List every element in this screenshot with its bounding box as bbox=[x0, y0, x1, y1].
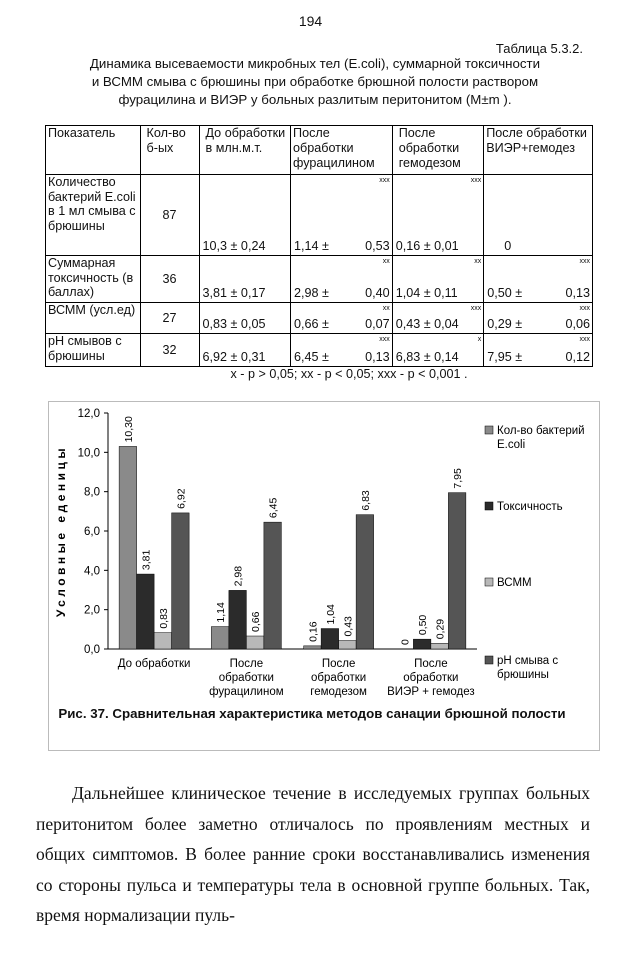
legend-label: ВСММ bbox=[497, 577, 532, 589]
value-cell: x 6,83 ± 0,14 bbox=[392, 334, 484, 367]
bar bbox=[339, 641, 357, 649]
bar bbox=[211, 627, 229, 649]
x-tick-label: обработки bbox=[311, 672, 367, 684]
x-tick-label: фурацилином bbox=[209, 686, 284, 698]
legend-swatch bbox=[485, 426, 493, 434]
data-label: 0,66 bbox=[250, 611, 263, 633]
data-label: 10,30 bbox=[122, 416, 135, 443]
y-tick-label: 10,0 bbox=[77, 447, 100, 460]
bar bbox=[321, 629, 339, 649]
value-cell: 3,81 ± 0,17 bbox=[199, 256, 291, 303]
header-vier: После обработки ВИЭР+гемодез bbox=[484, 126, 593, 175]
significance-footnote: x - p > 0,05; xx - p < 0,05; xxx - p < 0,001 . bbox=[230, 367, 468, 381]
page-number: 194 bbox=[298, 13, 323, 29]
data-label: 0,43 bbox=[342, 616, 355, 637]
table-row bbox=[46, 256, 593, 303]
legend-label: брюшины bbox=[497, 669, 549, 681]
bar bbox=[304, 646, 322, 649]
table-row bbox=[46, 303, 593, 334]
header-furacilin: После обработки фурацилином bbox=[291, 126, 393, 175]
x-tick-label: После bbox=[414, 658, 448, 670]
bar bbox=[172, 513, 190, 649]
data-label: 7,95 bbox=[452, 468, 465, 489]
y-tick-label: 4,0 bbox=[84, 565, 100, 578]
data-label: 0,83 bbox=[157, 608, 170, 629]
value-cell: 6,92 ± 0,31 bbox=[199, 334, 291, 367]
value-cell: xx 2,98 ± 0,40 bbox=[291, 256, 393, 303]
legend-swatch bbox=[485, 578, 493, 586]
value-cell: xxx 0,29 ± 0,06 bbox=[484, 303, 593, 334]
table-header-row bbox=[46, 126, 593, 175]
y-tick-label: 2,0 bbox=[84, 604, 100, 617]
data-label: 6,83 bbox=[359, 490, 372, 511]
row-label: Количество бактерий E.coli в 1 мл смыва с брюшины bbox=[46, 175, 141, 256]
x-tick-label: гемодезом bbox=[310, 686, 367, 698]
legend-swatch bbox=[485, 502, 493, 510]
table-number: Таблица 5.3.2. bbox=[495, 41, 583, 56]
row-count: 27 bbox=[140, 303, 199, 334]
bar bbox=[137, 574, 155, 649]
bar-chart bbox=[49, 402, 599, 750]
legend-label: Кол-во бактерий bbox=[497, 425, 585, 437]
value-cell: 0,83 ± 0,05 bbox=[199, 303, 291, 334]
legend-label: Токсичность bbox=[497, 501, 563, 513]
value-cell: 0 bbox=[484, 175, 593, 256]
x-tick-label: ВИЭР + гемодез bbox=[387, 686, 475, 698]
bar bbox=[431, 643, 449, 649]
row-count: 36 bbox=[140, 256, 199, 303]
x-tick-label: обработки bbox=[403, 672, 459, 684]
data-label: 0 bbox=[399, 639, 412, 645]
y-tick-label: 8,0 bbox=[84, 486, 100, 499]
value-cell: xxx 0,43 ± 0,04 bbox=[392, 303, 484, 334]
value-cell: xxx 6,45 ± 0,13 bbox=[291, 334, 393, 367]
y-tick-label: 12,0 bbox=[77, 408, 100, 420]
bar bbox=[448, 493, 466, 649]
data-label: 3,81 bbox=[140, 549, 153, 571]
x-tick-label: После bbox=[229, 658, 264, 670]
bar bbox=[264, 522, 282, 649]
table-footnote-row bbox=[46, 367, 593, 382]
results-table bbox=[45, 125, 593, 381]
value-cell: 10,3 ± 0,24 bbox=[199, 175, 291, 256]
x-tick-label: До обработки bbox=[117, 658, 191, 670]
value-cell: xxx 1,14 ± 0,53 bbox=[291, 175, 393, 256]
caption-line: фурацилина и ВИЭР у больных разлитым перитонитом (M±m ). bbox=[118, 92, 512, 107]
value-cell: xx 0,66 ± 0,07 bbox=[291, 303, 393, 334]
row-count: 87 bbox=[140, 175, 199, 256]
chart-frame bbox=[48, 401, 600, 751]
value-cell: xxx 0,16 ± 0,01 bbox=[392, 175, 484, 256]
x-tick-label: обработки bbox=[218, 672, 274, 684]
row-label: рН смывов с брюшины bbox=[46, 334, 141, 367]
row-count: 32 bbox=[140, 334, 199, 367]
bar bbox=[413, 639, 431, 649]
data-label: 1,14 bbox=[215, 602, 228, 623]
table-row bbox=[46, 334, 593, 367]
header-gemodez: После обработки гемодезом bbox=[392, 126, 484, 175]
value-cell: xxx 7,95 ± 0,12 bbox=[484, 334, 593, 367]
data-label: 6,45 bbox=[267, 497, 280, 519]
y-tick-label: 0,0 bbox=[84, 644, 100, 656]
legend-swatch bbox=[485, 656, 493, 664]
data-label: 1,04 bbox=[324, 604, 337, 625]
figure-caption: Рис. 37. Сравнительная характеристика методов санации брюшной полости bbox=[58, 706, 566, 721]
data-label: 2,98 bbox=[232, 565, 245, 587]
value-cell: xx 1,04 ± 0,11 bbox=[392, 256, 484, 303]
y-axis-title: Условные еденицы bbox=[54, 444, 68, 618]
x-tick-label: После bbox=[321, 658, 356, 670]
data-label: 0,16 bbox=[307, 621, 320, 642]
bar bbox=[246, 636, 264, 649]
table-row bbox=[46, 175, 593, 256]
row-label: ВСММ (усл.ед) bbox=[46, 303, 141, 334]
body-paragraph: Дальнейшее клиническое течение в исследуемых группах больных перитонитом более заметно отличалось по проявлениям местных и общих симптомов. В более ранние сроки восстанавливались изменения со стороны пульса и температуры тела в основной группе больных. Так, время нормализации пуль- bbox=[36, 783, 590, 925]
y-tick-label: 6,0 bbox=[84, 526, 100, 538]
data-label: 0,29 bbox=[434, 618, 447, 640]
bar bbox=[229, 590, 247, 649]
table-caption bbox=[40, 55, 590, 109]
caption-line: и ВСММ смыва с брюшины при обработке брюшной полости раствором bbox=[91, 74, 539, 89]
header-count: Кол-во б-ых bbox=[140, 126, 199, 175]
value-cell: xxx 0,50 ± 0,13 bbox=[484, 256, 593, 303]
caption-line: Динамика высеваемости микробных тел (E.coli), суммарной токсичности bbox=[89, 56, 541, 71]
data-label: 6,92 bbox=[175, 488, 188, 509]
legend-label: E.coli bbox=[497, 439, 526, 451]
bar bbox=[154, 633, 172, 649]
header-before: До обработки в млн.м.т. bbox=[199, 126, 291, 175]
header-indicator: Показатель bbox=[46, 126, 141, 175]
bar bbox=[356, 515, 374, 649]
row-label: Суммарная токсичность (в баллах) bbox=[46, 256, 141, 303]
data-label: 0,50 bbox=[417, 614, 430, 636]
bar bbox=[119, 446, 137, 649]
legend-label: pH смыва с bbox=[497, 655, 559, 667]
